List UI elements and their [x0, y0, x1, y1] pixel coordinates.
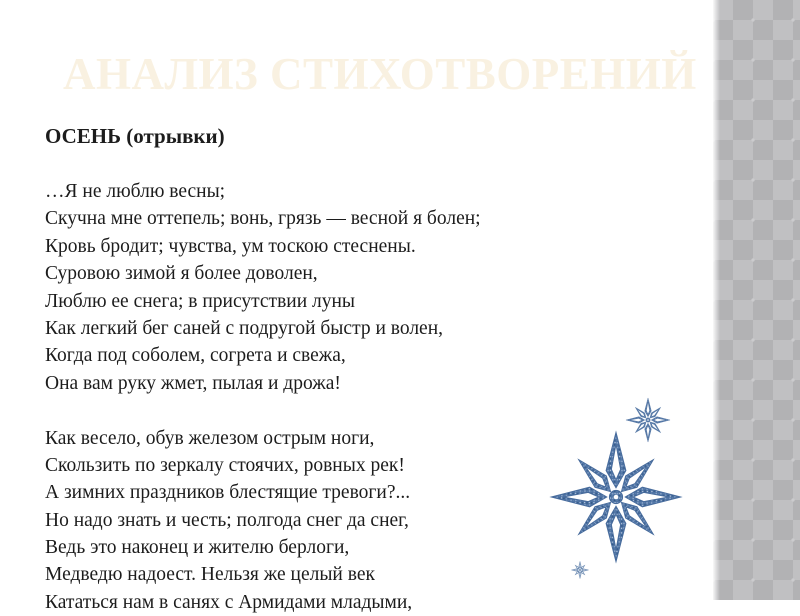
star-tiny-icon [571, 561, 589, 579]
slide-title: АНАЛИЗ СТИХОТВОРЕНИЙ [63, 49, 697, 99]
poem-line: Она вам руку жмет, пылая и дрожа! [45, 372, 341, 394]
poem-line: Скучна мне оттепель; вонь, грязь — весной я болен; [45, 208, 481, 230]
poem-line: Как легкий бег саней с подругой быстр и волен, [45, 317, 444, 339]
poem-line: Как весело, обув железом острым ноги, [45, 427, 375, 449]
poem-line: Суровою зимой я более доволен, [45, 263, 318, 285]
snowflake-large-icon [551, 432, 680, 561]
poem-line: …Я не люблю весны; [45, 181, 226, 202]
sidebar-diamond-pattern [713, 0, 800, 600]
poem-line: Кровь бродит; чувства, ум тоскою стеснены. [45, 235, 416, 257]
poem-line: А зимних праздников блестящие тревоги?... [45, 482, 411, 504]
poem-line: Когда под соболем, согрета и свежа, [45, 345, 346, 367]
poem-line: Скользить по зеркалу стоячих, ровных рек! [45, 454, 405, 476]
snowflake-small-icon [626, 398, 670, 442]
poem-line: Но надо знать и честь; полгода снег да снег, [45, 509, 409, 531]
poem-line: Люблю ее снега; в присутствии луны [45, 290, 356, 312]
poem-heading: ОСЕНЬ (отрывки) [45, 124, 225, 148]
snowflake-decoration [540, 390, 710, 600]
poem-line: Ведь это наконец и жителю берлоги, [45, 537, 350, 559]
poem-line: Медведю надоест. Нельзя же целый век [45, 564, 375, 586]
poem-line-partial: Кататься нам в санях с Армидами младыми, [45, 591, 413, 613]
